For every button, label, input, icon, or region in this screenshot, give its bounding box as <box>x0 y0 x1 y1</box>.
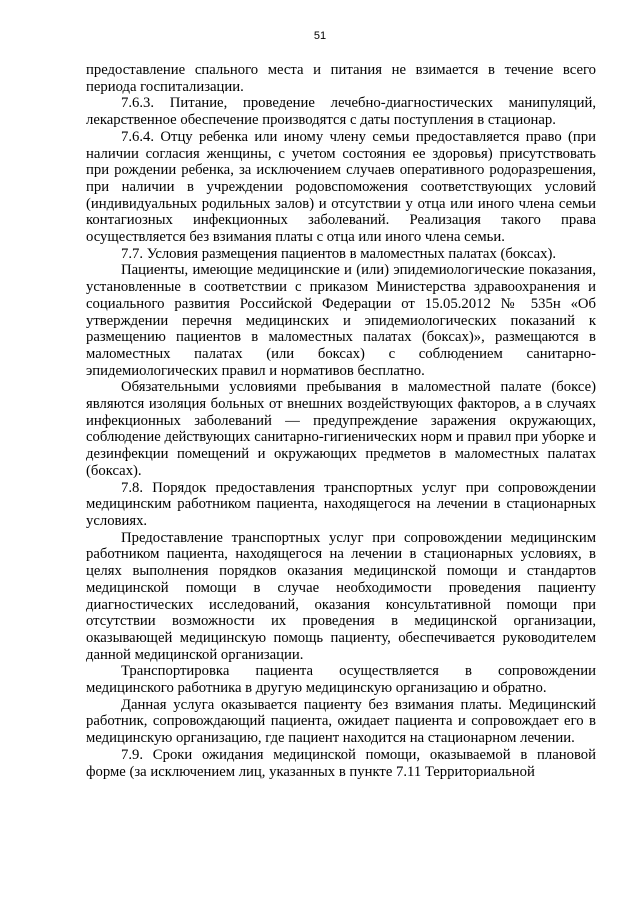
paragraph-p9: Транспортировка пациента осуществляется в сопровождении медицинского работника в другую медицинскую организацию и обратно. <box>86 663 596 697</box>
paragraph-p11: 7.9. Сроки ожидания медицинской помощи, оказываемой в плановой форме (за исключением лиц, указанных в пункте 7.11 Территориальной <box>86 746 596 780</box>
paragraph-p3: 7.6.4. Отцу ребенка или иному члену семьи предоставляется право (при наличии согласия женщины, с учетом состояния ее здоровья) присутствовать при рождении ребенка, за исключением случаев оперативного родоразрешения, при наличии в учреждении родовспоможения соответствующих условий (индивидуальных родильных залов) и отсутствии у отца или иного члена семьи контагиозных инфекционных заболеваний. Реализация такого права осуществляется без взимания платы с отца или иного члена семьи. <box>86 128 596 246</box>
paragraph-p2: 7.6.3. Питание, проведение лечебно-диагностических манипуляций, лекарственное обеспечение производятся с даты поступления в стационар. <box>86 95 596 129</box>
paragraph-p7: 7.8. Порядок предоставления транспортных услуг при сопровождении медицинским работником пациента, находящегося на лечении в стационарных условиях. <box>86 479 596 529</box>
paragraph-p4: 7.7. Условия размещения пациентов в маломестных палатах (боксах). <box>121 245 557 262</box>
document-body <box>86 62 596 780</box>
paragraph-p10: Данная услуга оказывается пациенту без взимания платы. Медицинский работник, сопровождающий пациента, ожидает пациента и сопровождает его в медицинскую организацию, где пациент находится на стационарном лечении. <box>86 696 596 747</box>
paragraph-p6: Обязательными условиями пребывания в маломестной палате (боксе) являются изоляция больных от внешних воздействующих факторов, а в случаях инфекционных заболеваний — предупреждение заражения окружающих, соблюдение действующих санитарно-гигиенических норм и правил при уборке и дезинфекции помещений и окружающих предметов в маломестных палатах (боксах). <box>86 379 596 479</box>
page-number: 51 <box>313 30 327 42</box>
paragraph-p8: Предоставление транспортных услуг при сопровождении медицинским работником пациента, находящегося на лечении в стационарных условиях, в целях выполнения порядков оказания медицинской помощи и стандартов медицинской помощи в случае необходимости проведения пациенту диагностических исследований, оказания консультативной помощи при отсутствии возможности их проведения в медицинской организации, оказывающей медицинскую помощь пациенту, обеспечивается руководителем данной медицинской организации. <box>86 529 596 663</box>
paragraph-p5: Пациенты, имеющие медицинские и (или) эпидемиологические показания, установленные в соответствии с приказом Министерства здравоохранения и социального развития Российской Федерации от 15.05.2012 № 535н «Об утверждении перечня медицинских и эпидемиологических показаний к размещению пациентов в маломестных палатах (боксах)», размещаются в маломестных палатах (или боксах) с соблюдением санитарно-эпидемиологических правил и нормативов бесплатно. <box>86 262 596 379</box>
paragraph-p1: предоставление спального места и питания не взимается в течение всего периода госпитализации. <box>86 62 596 95</box>
